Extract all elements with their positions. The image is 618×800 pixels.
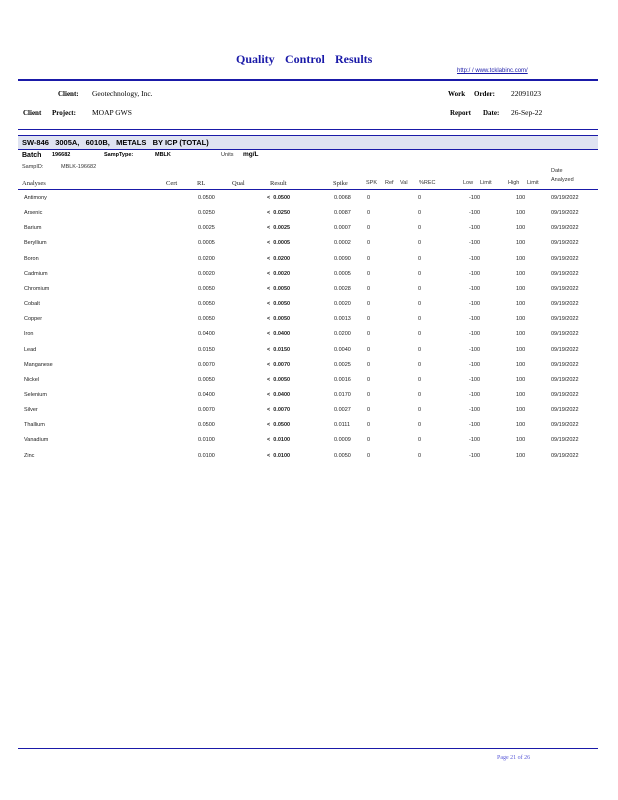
samptype-label: SampType:: [104, 152, 134, 158]
cell-analyte: Cobalt: [24, 301, 40, 308]
col-spike: Spike: [333, 180, 348, 187]
cell-rec: 0: [418, 376, 422, 383]
cell-analyte: Iron: [24, 331, 34, 338]
cell-date-analyzed: 09/19/2022: [551, 270, 579, 277]
cell-rl: 0.0400: [198, 331, 215, 338]
cell-date-analyzed: 09/19/2022: [551, 225, 579, 232]
cell-rl: 0.0070: [198, 407, 215, 414]
cell-analyte: Barium: [24, 225, 42, 232]
cell-spk: 0: [367, 331, 371, 338]
cell-date-analyzed: 09/19/2022: [551, 361, 579, 368]
sampid-label: SampID:: [22, 164, 44, 170]
cell-result: < 0.0050: [267, 285, 291, 292]
cell-rl: 0.0200: [198, 255, 215, 262]
cell-low-limit: -100: [469, 240, 481, 247]
table-row: [0, 301, 618, 316]
date-label: Date:: [483, 109, 500, 117]
cell-rec: 0: [418, 225, 422, 232]
cell-high-limit: 100: [516, 285, 526, 292]
cell-date-analyzed: 09/19/2022: [551, 195, 579, 201]
cell-date-analyzed: 09/19/2022: [551, 301, 579, 308]
col-low-limit: Limit: [480, 180, 492, 186]
report-date-value: 26-Sep-22: [511, 108, 543, 117]
cell-result: < 0.0400: [267, 391, 291, 398]
table-row: [0, 331, 618, 346]
footer-divider: [18, 748, 598, 749]
cell-date-analyzed: 09/19/2022: [551, 391, 579, 398]
table-row: [0, 347, 618, 362]
cell-result: < 0.0100: [267, 437, 291, 444]
cell-low-limit: -100: [469, 422, 481, 429]
cell-low-limit: -100: [469, 301, 481, 308]
title-word-quality: Quality: [236, 52, 275, 66]
cell-spike: 0.0170: [334, 391, 351, 398]
cell-spk: 0: [367, 270, 371, 277]
cell-high-limit: 100: [516, 316, 526, 323]
col-low: Low: [463, 180, 474, 186]
cell-result: < 0.0400: [267, 331, 291, 338]
cell-spike: 0.0200: [334, 331, 351, 338]
cell-result: < 0.0050: [267, 301, 291, 308]
col-spk: SPK: [366, 180, 378, 186]
cell-rec: 0: [418, 346, 422, 353]
cell-spike: 0.0007: [334, 225, 351, 232]
cell-date-analyzed: 09/19/2022: [551, 285, 579, 292]
method-bottom-border: [18, 149, 598, 150]
cell-high-limit: 100: [516, 270, 526, 277]
info-divider: [18, 129, 598, 130]
cell-rl: 0.0400: [198, 391, 215, 398]
cell-result: < 0.0025: [267, 225, 291, 232]
cell-spike: 0.0002: [334, 240, 351, 247]
cell-low-limit: -100: [469, 391, 481, 398]
cell-spike: 0.0050: [334, 452, 351, 459]
cell-spk: 0: [367, 437, 371, 444]
table-row: [0, 210, 618, 225]
batch-value: 196682: [52, 152, 71, 158]
cell-rl: 0.0150: [198, 346, 215, 353]
cell-rec: 0: [418, 270, 422, 277]
cell-spike: 0.0016: [334, 376, 351, 383]
table-row: [0, 195, 618, 210]
cell-analyte: Silver: [24, 407, 38, 414]
cell-low-limit: -100: [469, 270, 481, 277]
cell-spike: 0.0068: [334, 195, 351, 201]
cell-spk: 0: [367, 452, 371, 459]
cell-high-limit: 100: [516, 422, 526, 429]
cell-rec: 0: [418, 437, 422, 444]
col-result: Result: [270, 180, 287, 187]
cell-rl: 0.0005: [198, 240, 215, 247]
table-row: [0, 437, 618, 452]
cell-rec: 0: [418, 452, 422, 459]
cell-low-limit: -100: [469, 346, 481, 353]
order-label: Order:: [474, 90, 495, 98]
cell-result: < 0.0500: [267, 195, 291, 201]
col-high-limit: Limit: [527, 180, 539, 186]
cell-spk: 0: [367, 301, 371, 308]
cell-high-limit: 100: [516, 407, 526, 414]
table-row: [0, 422, 618, 437]
report-label: Report: [450, 109, 471, 117]
col-rl: RL: [197, 180, 206, 187]
client-label: Client:: [58, 90, 79, 98]
cell-low-limit: -100: [469, 361, 481, 368]
table-row: [0, 407, 618, 422]
cell-spk: 0: [367, 407, 371, 414]
units-value: mg/L: [243, 151, 259, 158]
col-date-line2: Analyzed: [551, 177, 574, 183]
cell-rec: 0: [418, 316, 422, 323]
cell-rl: 0.0070: [198, 361, 215, 368]
cell-spike: 0.0090: [334, 255, 351, 262]
cell-spk: 0: [367, 316, 371, 323]
cell-spk: 0: [367, 376, 371, 383]
cell-low-limit: -100: [469, 331, 481, 338]
cell-analyte: Thallium: [24, 422, 45, 429]
cell-result: < 0.0070: [267, 407, 291, 414]
cell-result: < 0.0150: [267, 346, 291, 353]
cell-rec: 0: [418, 407, 422, 414]
cell-rec: 0: [418, 301, 422, 308]
cell-spike: 0.0027: [334, 407, 351, 414]
cell-rl: 0.0100: [198, 452, 215, 459]
title-word-results: Results: [335, 52, 373, 66]
units-label: Units: [221, 152, 234, 158]
cell-date-analyzed: 09/19/2022: [551, 376, 579, 383]
cell-rl: 0.0050: [198, 285, 215, 292]
cell-result: < 0.0050: [267, 316, 291, 323]
method-title: SW-846 3005A, 6010B, METALS BY ICP (TOTAL): [22, 138, 209, 147]
table-row: [0, 271, 618, 286]
cell-high-limit: 100: [516, 376, 526, 383]
batch-label: Batch: [22, 152, 42, 159]
cell-high-limit: 100: [516, 331, 526, 338]
col-high: High: [508, 180, 520, 186]
cell-result: < 0.0500: [267, 422, 291, 429]
cell-spk: 0: [367, 391, 371, 398]
table-row: [0, 377, 618, 392]
cell-date-analyzed: 09/19/2022: [551, 210, 579, 217]
cell-low-limit: -100: [469, 225, 481, 232]
cell-high-limit: 100: [516, 225, 526, 232]
cell-spike: 0.0025: [334, 361, 351, 368]
cell-result: < 0.0100: [267, 452, 291, 459]
cell-analyte: Selenium: [24, 391, 47, 398]
cell-result: < 0.0005: [267, 240, 291, 247]
cell-high-limit: 100: [516, 195, 526, 201]
cell-rec: 0: [418, 361, 422, 368]
cell-spike: 0.0040: [334, 346, 351, 353]
cell-spk: 0: [367, 225, 371, 232]
table-row: [0, 362, 618, 377]
cell-high-limit: 100: [516, 301, 526, 308]
col-cert: Cert: [166, 180, 178, 187]
work-order-value: 22091023: [511, 89, 541, 98]
cell-spk: 0: [367, 346, 371, 353]
table-row: [0, 392, 618, 407]
cell-low-limit: -100: [469, 210, 481, 217]
cell-rec: 0: [418, 285, 422, 292]
project-label: Project:: [52, 109, 76, 117]
cell-rl: 0.0100: [198, 437, 215, 444]
title-word-control: Control: [285, 52, 325, 66]
cell-rl: 0.0050: [198, 376, 215, 383]
table-row: [0, 453, 618, 468]
cell-spk: 0: [367, 195, 371, 201]
cell-spike: 0.0111: [334, 422, 351, 429]
cell-rec: 0: [418, 255, 422, 262]
cell-spk: 0: [367, 210, 371, 217]
cell-low-limit: -100: [469, 255, 481, 262]
cell-rl: 0.0500: [198, 422, 215, 429]
cell-rec: 0: [418, 210, 422, 217]
cell-spk: 0: [367, 255, 371, 262]
cell-spike: 0.0013: [334, 316, 351, 323]
cell-analyte: Zinc: [24, 452, 35, 459]
cell-spike: 0.0087: [334, 210, 351, 217]
cell-rec: 0: [418, 195, 422, 201]
cell-rec: 0: [418, 422, 422, 429]
cell-rl: 0.0050: [198, 301, 215, 308]
cell-analyte: Chromium: [24, 285, 50, 292]
cell-analyte: Manganese: [24, 361, 53, 368]
cell-date-analyzed: 09/19/2022: [551, 422, 579, 429]
cell-rl: 0.0020: [198, 270, 215, 277]
col-date-line1: Date: [551, 168, 563, 174]
cell-date-analyzed: 09/19/2022: [551, 437, 579, 444]
table-row: [0, 225, 618, 240]
cell-analyte: Lead: [24, 346, 37, 353]
cell-date-analyzed: 09/19/2022: [551, 240, 579, 247]
cell-spike: 0.0028: [334, 285, 351, 292]
cell-low-limit: -100: [469, 437, 481, 444]
cell-low-limit: -100: [469, 407, 481, 414]
cell-spk: 0: [367, 361, 371, 368]
cell-analyte: Boron: [24, 255, 39, 262]
cell-result: < 0.0250: [267, 210, 291, 217]
table-row: [0, 240, 618, 255]
header-divider: [18, 79, 598, 81]
cell-spk: 0: [367, 285, 371, 292]
cell-date-analyzed: 09/19/2022: [551, 316, 579, 323]
cell-result: < 0.0050: [267, 376, 291, 383]
col-analyses: Analyses: [22, 180, 46, 187]
cell-analyte: Arsenic: [24, 210, 43, 217]
cell-result: < 0.0070: [267, 361, 291, 368]
cell-result: < 0.0200: [267, 255, 291, 262]
samptype-value: MBLK: [155, 152, 171, 158]
cell-analyte: Copper: [24, 316, 43, 323]
cell-high-limit: 100: [516, 361, 526, 368]
table-row: [0, 256, 618, 271]
cell-high-limit: 100: [516, 437, 526, 444]
col-qual: Qual: [232, 180, 245, 187]
cell-low-limit: -100: [469, 316, 481, 323]
cell-high-limit: 100: [516, 240, 526, 247]
cell-high-limit: 100: [516, 452, 526, 459]
cell-low-limit: -100: [469, 376, 481, 383]
cell-analyte: Nickel: [24, 376, 39, 383]
cell-rl: 0.0500: [198, 195, 215, 201]
cell-date-analyzed: 09/19/2022: [551, 407, 579, 414]
cell-date-analyzed: 09/19/2022: [551, 346, 579, 353]
cell-spk: 0: [367, 240, 371, 247]
cell-low-limit: -100: [469, 452, 481, 459]
table-row: [0, 286, 618, 301]
cell-high-limit: 100: [516, 346, 526, 353]
project-value: MOAP GWS: [92, 108, 132, 117]
column-header-divider: [18, 189, 598, 190]
cell-date-analyzed: 09/19/2022: [551, 255, 579, 262]
col-rec: %REC: [419, 180, 436, 186]
col-ref: Ref: [385, 180, 394, 186]
cell-rec: 0: [418, 391, 422, 398]
cell-high-limit: 100: [516, 255, 526, 262]
page-number: Page 21 of 26: [497, 755, 531, 761]
cell-high-limit: 100: [516, 210, 526, 217]
cell-low-limit: -100: [469, 285, 481, 292]
cell-rl: 0.0250: [198, 210, 215, 217]
cell-rec: 0: [418, 240, 422, 247]
lab-url-link[interactable]: http:/ / www.tcklabinc.com/: [457, 68, 528, 74]
cell-result: < 0.0020: [267, 270, 291, 277]
cell-analyte: Antimony: [24, 195, 47, 201]
cell-spike: 0.0005: [334, 270, 351, 277]
method-top-border: [18, 135, 598, 136]
cell-rec: 0: [418, 331, 422, 338]
cell-date-analyzed: 09/19/2022: [551, 452, 579, 459]
table-row: [0, 316, 618, 331]
cell-high-limit: 100: [516, 391, 526, 398]
cell-low-limit: -100: [469, 195, 481, 201]
cell-date-analyzed: 09/19/2022: [551, 331, 579, 338]
work-label: Work: [448, 90, 466, 98]
cell-rl: 0.0025: [198, 225, 215, 232]
client-project-label: Client: [23, 109, 42, 117]
cell-spike: 0.0020: [334, 301, 351, 308]
cell-analyte: Beryllium: [24, 240, 47, 247]
client-value: Geotechnology, Inc.: [92, 89, 153, 98]
cell-spike: 0.0009: [334, 437, 351, 444]
cell-spk: 0: [367, 422, 371, 429]
cell-analyte: Vanadium: [24, 437, 49, 444]
cell-rl: 0.0050: [198, 316, 215, 323]
cell-analyte: Cadmium: [24, 270, 48, 277]
sampid-value: MBLK-196682: [61, 164, 97, 170]
col-val: Val: [400, 180, 408, 186]
